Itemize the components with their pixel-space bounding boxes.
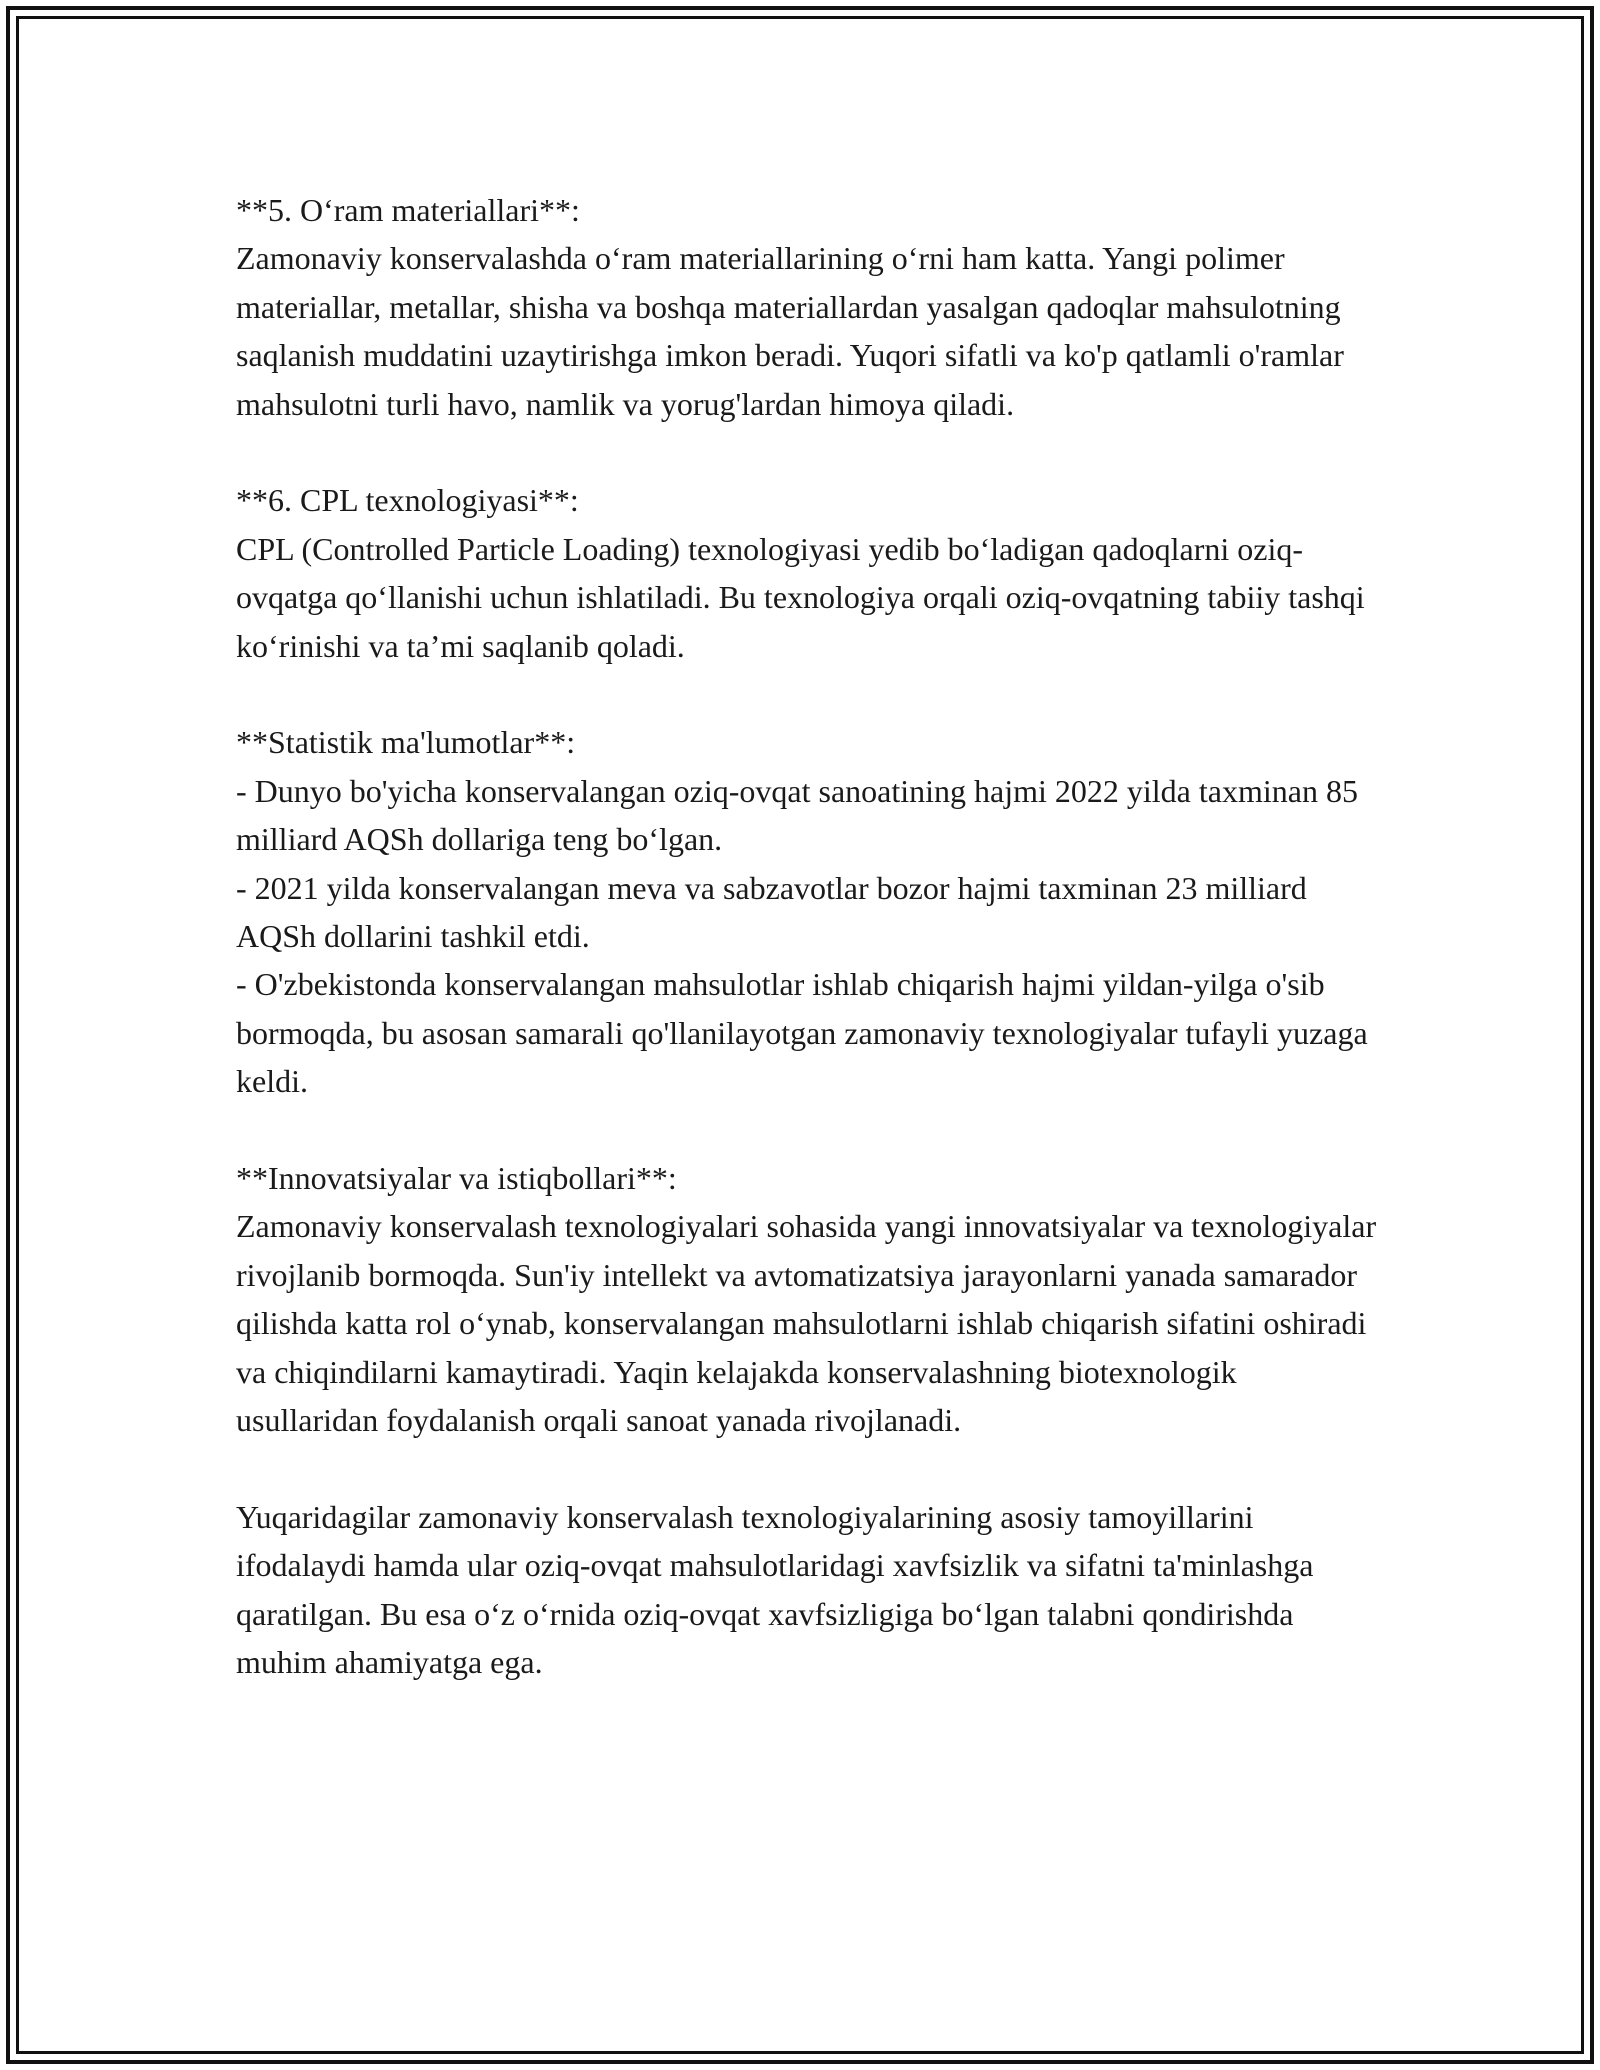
list-item: - O'zbekistonda konservalangan mahsulotlar ishlab chiqarish hajmi yildan-yilga o'sib bormoqda, bu asosan samarali qo'llanilayotgan zamonaviy texnologiyalar tufayli yuzaga keldi. bbox=[236, 966, 1368, 1100]
section-oram-materiallari bbox=[236, 186, 1386, 428]
list-item: - Dunyo bo'yicha konservalangan oziq-ovqat sanoatining hajmi 2022 yilda taxminan 85 milliard AQSh dollariga teng bo‘lgan. bbox=[236, 772, 1358, 858]
list-item: - 2021 yilda konservalangan meva va sabzavotlar bozor hajmi taxminan 23 milliard AQSh dollarini tashkil etdi. bbox=[236, 869, 1307, 955]
section-paragraph: Zamonaviy konservalashda o‘ram materiallarining o‘rni ham katta. Yangi polimer materiallar, metallar, shisha va boshqa materiallardan yasalgan qadoqlar mahsulotning saqlanish muddatini uzaytirishga imkon beradi. Yuqori sifatli va ko'p qatlamli o'ramlar mahsulotni turli havo, namlik va yorug'lardan himoya qiladi. bbox=[236, 240, 1344, 422]
section-conclusion bbox=[236, 1493, 1386, 1687]
section-innovatsiyalar bbox=[236, 1154, 1386, 1444]
document-body bbox=[236, 186, 1386, 1687]
section-heading: **Innovatsiyalar va istiqbollari**: bbox=[236, 1160, 677, 1197]
section-paragraph: CPL (Controlled Particle Loading) texnologiyasi yedib bo‘ladigan qadoqlarni oziq-ovqatga qo‘llanishi uchun ishlatiladi. Bu texnologiya orqali oziq-ovqatning tabiiy tashqi ko‘rinishi va ta’mi saqlanib qoladi. bbox=[236, 530, 1365, 664]
section-heading: **5. O‘ram materiallari**: bbox=[236, 192, 580, 228]
conclusion-paragraph: Yuqaridagilar zamonaviy konservalash texnologiyalarining asosiy tamoyillarini ifodalaydi hamda ular oziq-ovqat mahsulotlaridagi xavfsizlik va sifatni ta'minlashga qaratilgan. Bu esa o‘z o‘rnida oziq-ovqat xavfsizligiga bo‘lgan talabni qondirishda muhim ahamiyatga ega. bbox=[236, 1498, 1314, 1681]
section-statistik-malumotlar bbox=[236, 718, 1386, 1105]
section-cpl-texnologiyasi bbox=[236, 476, 1386, 670]
section-heading: **Statistik ma'lumotlar**: bbox=[236, 724, 576, 761]
section-heading: **6. CPL texnologiyasi**: bbox=[236, 482, 579, 519]
section-paragraph: Zamonaviy konservalash texnologiyalari sohasida yangi innovatsiyalar va texnologiyalar rivojlanib bormoqda. Sun'iy intellekt va avtomatizatsiya jarayonlarni yanada samarador qilishda katta rol o‘ynab, konservalangan mahsulotlarni ishlab chiqarish sifatini oshiradi va chiqindilarni kamaytiradi. Yaqin kelajakda konservalashning biotexnologik usullaridan foydalanish orqali sanoat yanada rivojlanadi. bbox=[236, 1208, 1377, 1439]
